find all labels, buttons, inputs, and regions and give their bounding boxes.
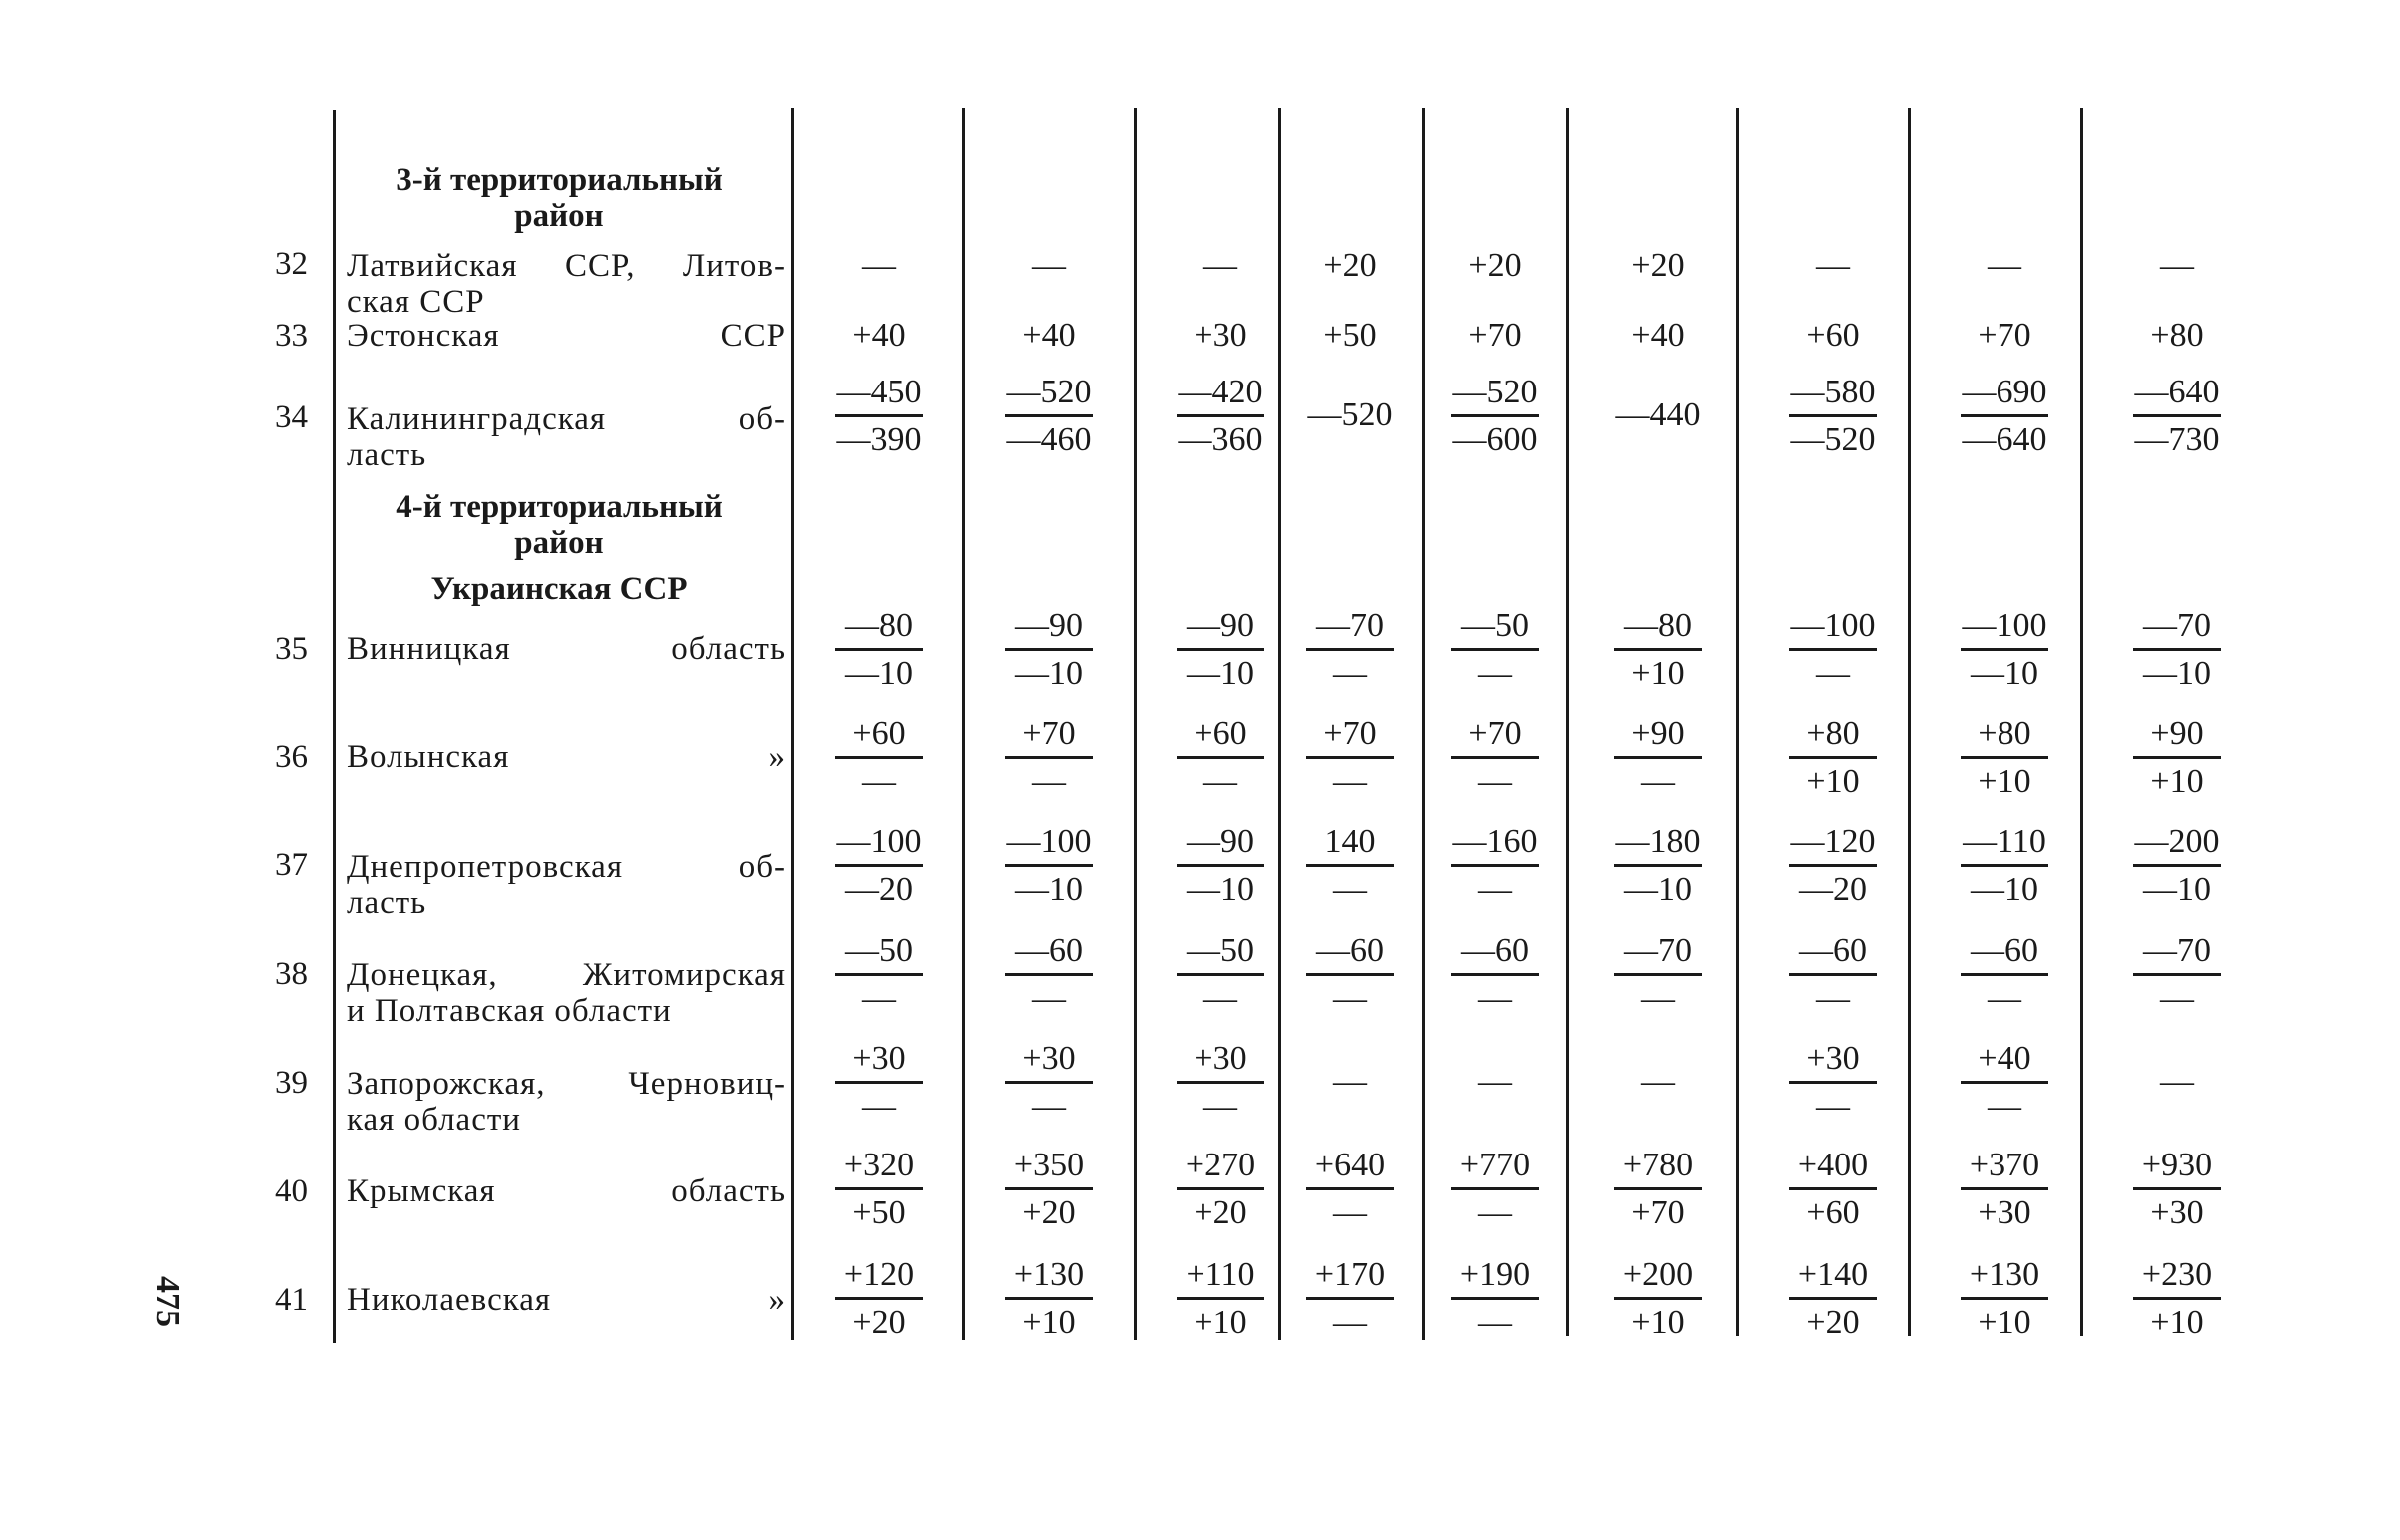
table-cell: +80: [2150, 317, 2204, 354]
fraction-denominator: +10: [2150, 763, 2204, 800]
fraction-denominator: —: [1478, 655, 1512, 692]
fraction-numerator: —60: [1461, 932, 1529, 969]
fraction-cell: [1146, 1146, 1295, 1232]
ukraine-subsection-title: Украинская ССР: [430, 571, 688, 607]
section-3-title-line2: район: [514, 198, 604, 234]
fraction-denominator: +10: [1631, 1304, 1685, 1341]
fraction-numerator: +130: [1013, 1256, 1085, 1293]
fraction-cell: [974, 822, 1124, 909]
table-cell: —: [1478, 1063, 1512, 1100]
fraction-numerator: —100: [1962, 607, 2047, 644]
fraction-numerator: +60: [1194, 715, 1247, 752]
page-number: 475: [149, 1276, 186, 1327]
fraction-denominator: +10: [1022, 1304, 1076, 1341]
fraction-numerator: —420: [1178, 374, 1263, 410]
table-cell: +20: [1323, 247, 1377, 284]
fraction-denominator: —10: [1015, 871, 1083, 908]
fraction-numerator: —100: [836, 823, 922, 860]
row-name: [347, 957, 786, 1029]
fraction-numerator: +770: [1459, 1147, 1531, 1183]
fraction-numerator: —70: [1316, 607, 1384, 644]
fraction-cell: [1930, 606, 2079, 693]
fraction-numerator: +110: [1186, 1256, 1255, 1293]
section-4-title-line1: 4-й территориальный: [396, 489, 723, 525]
fraction-cell: [1930, 822, 2079, 909]
section-4-title: [340, 489, 779, 561]
fraction-denominator: —: [1988, 980, 2021, 1017]
fraction-denominator: —: [1333, 980, 1367, 1017]
table-cell: —: [1988, 247, 2021, 284]
fraction-cell: [1275, 714, 1425, 801]
row-name-line: ская ССР: [347, 284, 485, 320]
fraction-cell: [804, 822, 954, 909]
fraction-denominator: —10: [1971, 871, 2038, 908]
fraction-numerator: —110: [1963, 823, 2046, 860]
fraction-cell: [1275, 606, 1425, 693]
fraction-denominator: —: [862, 1088, 896, 1125]
fraction-cell: [1146, 373, 1295, 459]
fraction-numerator: —120: [1790, 823, 1876, 860]
table-cell: —: [862, 247, 896, 284]
fraction-cell: [804, 714, 954, 801]
row-name-line: Латвийская ССР, Литов-: [347, 248, 786, 284]
fraction-numerator: —80: [1624, 607, 1692, 644]
fraction-cell: [974, 1255, 1124, 1342]
row-name-line: Эстонская ССР: [347, 318, 786, 354]
column-rule: [1736, 108, 1739, 1336]
fraction-denominator: —10: [2143, 655, 2211, 692]
fraction-numerator: —70: [2143, 607, 2211, 644]
table-cell: +40: [852, 317, 906, 354]
row-name-line: ласть: [347, 437, 427, 473]
table-cell: +30: [1194, 317, 1247, 354]
fraction-denominator: —360: [1178, 421, 1263, 458]
fraction-numerator: —60: [1316, 932, 1384, 969]
row-name: [347, 849, 786, 921]
fraction-cell: [1583, 714, 1733, 801]
fraction-denominator: —10: [845, 655, 913, 692]
fraction-cell: [1420, 1255, 1570, 1342]
fraction-numerator: —70: [2143, 932, 2211, 969]
fraction-cell: [1930, 714, 2079, 801]
fraction-numerator: —450: [836, 374, 922, 410]
fraction-denominator: +30: [1978, 1194, 2031, 1231]
fraction-numerator: —520: [1452, 374, 1538, 410]
row-name-line: Днепропетровская об-: [347, 849, 786, 885]
fraction-cell: [1758, 1255, 1908, 1342]
fraction-cell: [2102, 606, 2252, 693]
table-cell: +20: [1631, 247, 1685, 284]
fraction-cell: [1930, 1039, 2079, 1126]
row-number: 41: [275, 1282, 308, 1318]
fraction-denominator: —10: [1187, 871, 1254, 908]
table-cell: —: [2160, 247, 2194, 284]
row-name: [347, 248, 786, 320]
fraction-denominator: +30: [2150, 1194, 2204, 1231]
fraction-cell: [1930, 373, 2079, 459]
fraction-denominator: —: [1478, 1194, 1512, 1231]
section-3-title-line1: 3-й территориальный: [396, 162, 723, 198]
fraction-denominator: —: [1333, 763, 1367, 800]
table-cell: —: [2160, 1063, 2194, 1100]
column-rule: [333, 110, 336, 1343]
fraction-numerator: —50: [1187, 932, 1254, 969]
column-rule: [962, 108, 965, 1340]
fraction-numerator: —580: [1790, 374, 1876, 410]
fraction-numerator: +70: [1022, 715, 1076, 752]
fraction-cell: [1583, 822, 1733, 909]
fraction-denominator: —520: [1790, 421, 1876, 458]
table-cell: —: [1816, 247, 1850, 284]
fraction-denominator: —: [1203, 1088, 1237, 1125]
fraction-cell: [1146, 931, 1295, 1018]
table-cell: —520: [1307, 396, 1393, 433]
fraction-cell: [804, 606, 954, 693]
fraction-denominator: +60: [1806, 1194, 1860, 1231]
fraction-numerator: —100: [1006, 823, 1092, 860]
fraction-denominator: —: [1478, 871, 1512, 908]
fraction-numerator: +350: [1013, 1147, 1085, 1183]
fraction-numerator: +40: [1978, 1040, 2031, 1077]
table-cell: +40: [1022, 317, 1076, 354]
fraction-denominator: —: [1478, 980, 1512, 1017]
fraction-denominator: —: [1333, 871, 1367, 908]
fraction-numerator: —640: [2134, 374, 2220, 410]
fraction-denominator: +20: [852, 1304, 906, 1341]
fraction-denominator: +50: [852, 1194, 906, 1231]
fraction-cell: [974, 373, 1124, 459]
row-name-line: Крымская область: [347, 1173, 786, 1209]
row-name: [347, 1282, 786, 1318]
fraction-cell: [1583, 931, 1733, 1018]
fraction-numerator: +30: [852, 1040, 906, 1077]
fraction-denominator: +10: [2150, 1304, 2204, 1341]
table-cell: —: [1641, 1063, 1675, 1100]
fraction-denominator: +10: [1978, 1304, 2031, 1341]
fraction-numerator: +270: [1185, 1147, 1256, 1183]
row-name-line: Николаевская »: [347, 1282, 786, 1318]
fraction-denominator: —: [1816, 1088, 1850, 1125]
fraction-denominator: —: [1478, 1304, 1512, 1341]
fraction-denominator: —10: [1624, 871, 1692, 908]
section-3-title: [340, 162, 779, 234]
fraction-denominator: —: [1816, 980, 1850, 1017]
row-name-line: Винницкая область: [347, 631, 786, 667]
fraction-denominator: —: [1478, 763, 1512, 800]
fraction-numerator: +120: [843, 1256, 915, 1293]
fraction-denominator: —: [1333, 655, 1367, 692]
row-number: 32: [275, 246, 308, 282]
fraction-cell: [1583, 1146, 1733, 1232]
fraction-cell: [1583, 1255, 1733, 1342]
fraction-denominator: +10: [1194, 1304, 1247, 1341]
table-cell: —: [1032, 247, 1066, 284]
table-cell: —: [1203, 247, 1237, 284]
fraction-denominator: —460: [1006, 421, 1092, 458]
fraction-numerator: +190: [1459, 1256, 1531, 1293]
fraction-denominator: —: [862, 763, 896, 800]
fraction-numerator: +60: [852, 715, 906, 752]
fraction-numerator: —200: [2134, 823, 2220, 860]
fraction-cell: [804, 931, 954, 1018]
fraction-numerator: +320: [843, 1147, 915, 1183]
fraction-cell: [1758, 606, 1908, 693]
table-cell: +70: [1978, 317, 2031, 354]
fraction-numerator: 140: [1324, 823, 1376, 860]
fraction-denominator: —600: [1452, 421, 1538, 458]
fraction-denominator: —10: [1187, 655, 1254, 692]
fraction-cell: [974, 714, 1124, 801]
row-name-line: Донецкая, Житомирская: [347, 957, 786, 993]
fraction-cell: [1420, 822, 1570, 909]
fraction-numerator: +170: [1314, 1256, 1386, 1293]
column-rule: [2080, 108, 2083, 1336]
fraction-cell: [974, 606, 1124, 693]
fraction-denominator: +10: [1631, 655, 1685, 692]
fraction-denominator: +10: [1806, 763, 1860, 800]
fraction-denominator: —10: [1015, 655, 1083, 692]
fraction-cell: [2102, 714, 2252, 801]
fraction-cell: [1758, 714, 1908, 801]
fraction-cell: [1420, 373, 1570, 459]
row-name: [347, 631, 786, 667]
fraction-cell: [1275, 931, 1425, 1018]
row-number: 37: [275, 847, 308, 883]
fraction-cell: [1758, 822, 1908, 909]
fraction-cell: [1758, 1039, 1908, 1126]
row-number: 40: [275, 1173, 308, 1209]
fraction-denominator: —: [1203, 980, 1237, 1017]
fraction-cell: [1146, 1255, 1295, 1342]
fraction-denominator: —: [1641, 763, 1675, 800]
fraction-numerator: +370: [1969, 1147, 2040, 1183]
fraction-cell: [1146, 822, 1295, 909]
section-4-title-line2: район: [514, 525, 604, 561]
table-cell: +70: [1468, 317, 1522, 354]
fraction-numerator: +640: [1314, 1147, 1386, 1183]
fraction-numerator: —90: [1187, 823, 1254, 860]
fraction-numerator: —60: [1971, 932, 2038, 969]
row-name-line: Запорожская, Черновиц-: [347, 1066, 786, 1102]
fraction-numerator: —100: [1790, 607, 1876, 644]
row-number: 34: [275, 399, 308, 435]
row-name: [347, 739, 786, 775]
table-cell: —440: [1615, 396, 1701, 433]
fraction-cell: [1146, 1039, 1295, 1126]
fraction-denominator: —: [862, 980, 896, 1017]
fraction-denominator: +20: [1194, 1194, 1247, 1231]
fraction-numerator: +70: [1323, 715, 1377, 752]
fraction-numerator: +930: [2141, 1147, 2213, 1183]
table-cell: +40: [1631, 317, 1685, 354]
column-rule: [1134, 108, 1137, 1340]
fraction-cell: [1930, 1146, 2079, 1232]
fraction-denominator: —: [2160, 980, 2194, 1017]
fraction-numerator: —70: [1624, 932, 1692, 969]
fraction-numerator: —80: [845, 607, 913, 644]
fraction-numerator: —60: [1799, 932, 1867, 969]
table-cell: +20: [1468, 247, 1522, 284]
fraction-cell: [1583, 606, 1733, 693]
fraction-numerator: —50: [845, 932, 913, 969]
fraction-denominator: —640: [1962, 421, 2047, 458]
fraction-numerator: +230: [2141, 1256, 2213, 1293]
fraction-cell: [1758, 373, 1908, 459]
fraction-numerator: +80: [1806, 715, 1860, 752]
fraction-cell: [974, 1039, 1124, 1126]
fraction-cell: [1275, 1255, 1425, 1342]
fraction-denominator: —: [1203, 763, 1237, 800]
fraction-cell: [804, 1146, 954, 1232]
fraction-cell: [804, 1039, 954, 1126]
fraction-denominator: —: [1641, 980, 1675, 1017]
fraction-denominator: —: [1032, 763, 1066, 800]
column-rule: [1908, 108, 1911, 1336]
fraction-numerator: —50: [1461, 607, 1529, 644]
table-cell: +60: [1806, 317, 1860, 354]
fraction-denominator: +20: [1022, 1194, 1076, 1231]
fraction-cell: [1146, 606, 1295, 693]
fraction-cell: [974, 931, 1124, 1018]
fraction-cell: [1930, 1255, 2079, 1342]
fraction-cell: [1275, 822, 1425, 909]
row-name: [347, 401, 786, 473]
fraction-numerator: +80: [1978, 715, 2031, 752]
fraction-numerator: —90: [1015, 607, 1083, 644]
row-name: [347, 318, 786, 354]
row-name-line: ласть: [347, 885, 427, 921]
column-rule: [791, 108, 794, 1340]
fraction-cell: [1420, 714, 1570, 801]
fraction-cell: [1758, 1146, 1908, 1232]
fraction-denominator: —: [1333, 1304, 1367, 1341]
fraction-denominator: —: [1333, 1194, 1367, 1231]
fraction-cell: [1146, 714, 1295, 801]
fraction-denominator: —: [1816, 655, 1850, 692]
fraction-numerator: +30: [1194, 1040, 1247, 1077]
fraction-cell: [974, 1146, 1124, 1232]
fraction-denominator: +10: [1978, 763, 2031, 800]
fraction-denominator: —20: [845, 871, 913, 908]
row-name-line: Волынская »: [347, 739, 786, 775]
fraction-numerator: +200: [1622, 1256, 1694, 1293]
row-name-line: Калининградская об-: [347, 401, 786, 437]
fraction-numerator: +30: [1806, 1040, 1860, 1077]
fraction-numerator: +400: [1797, 1147, 1869, 1183]
fraction-cell: [2102, 931, 2252, 1018]
fraction-numerator: +30: [1022, 1040, 1076, 1077]
row-name: [347, 1173, 786, 1209]
fraction-denominator: —10: [2143, 871, 2211, 908]
fraction-cell: [1275, 1146, 1425, 1232]
fraction-cell: [1758, 931, 1908, 1018]
fraction-numerator: —520: [1006, 374, 1092, 410]
row-number: 39: [275, 1065, 308, 1101]
fraction-numerator: +90: [1631, 715, 1685, 752]
table-cell: —: [1333, 1063, 1367, 1100]
row-number: 35: [275, 631, 308, 667]
fraction-cell: [2102, 373, 2252, 459]
fraction-numerator: —60: [1015, 932, 1083, 969]
fraction-cell: [1420, 606, 1570, 693]
fraction-denominator: —390: [836, 421, 922, 458]
fraction-numerator: +90: [2150, 715, 2204, 752]
row-number: 33: [275, 318, 308, 354]
fraction-cell: [804, 373, 954, 459]
fraction-numerator: —690: [1962, 374, 2047, 410]
row-name: [347, 1066, 786, 1138]
fraction-numerator: +780: [1622, 1147, 1694, 1183]
fraction-cell: [2102, 1255, 2252, 1342]
fraction-numerator: +130: [1969, 1256, 2040, 1293]
fraction-denominator: —730: [2134, 421, 2220, 458]
fraction-cell: [804, 1255, 954, 1342]
fraction-cell: [2102, 822, 2252, 909]
row-number: 38: [275, 956, 308, 992]
table-cell: +50: [1323, 317, 1377, 354]
fraction-denominator: —10: [1971, 655, 2038, 692]
fraction-cell: [1420, 931, 1570, 1018]
row-name-line: кая области: [347, 1102, 521, 1138]
fraction-numerator: —180: [1615, 823, 1701, 860]
fraction-cell: [1930, 931, 2079, 1018]
fraction-cell: [2102, 1146, 2252, 1232]
fraction-denominator: —20: [1799, 871, 1867, 908]
fraction-numerator: +70: [1468, 715, 1522, 752]
fraction-denominator: —: [1988, 1088, 2021, 1125]
fraction-denominator: —: [1032, 980, 1066, 1017]
row-name-line: и Полтавская области: [347, 993, 672, 1029]
fraction-numerator: +140: [1797, 1256, 1869, 1293]
fraction-denominator: +20: [1806, 1304, 1860, 1341]
fraction-cell: [1420, 1146, 1570, 1232]
fraction-denominator: +70: [1631, 1194, 1685, 1231]
fraction-numerator: —160: [1452, 823, 1538, 860]
row-number: 36: [275, 739, 308, 775]
fraction-numerator: —90: [1187, 607, 1254, 644]
fraction-denominator: —: [1032, 1088, 1066, 1125]
